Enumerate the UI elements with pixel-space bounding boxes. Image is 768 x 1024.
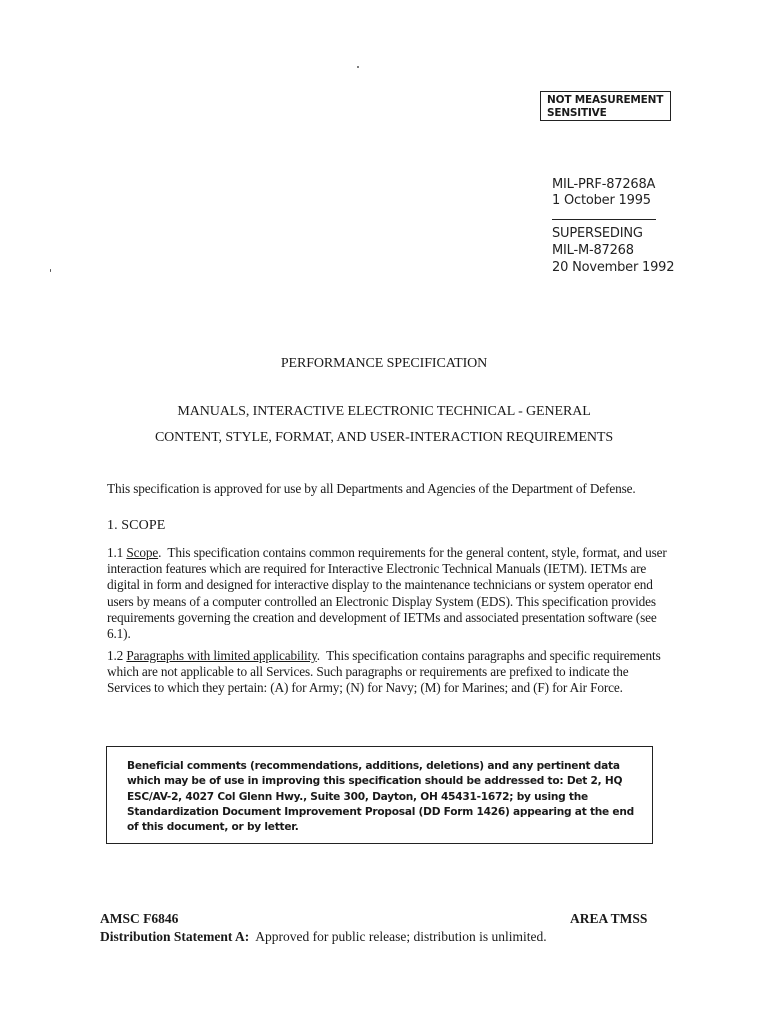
section-1-1-title: Scope bbox=[126, 545, 159, 560]
scan-speck bbox=[357, 66, 359, 68]
notice-line: ESC/AV-2, 4027 Col Glenn Hwy., Suite 300, Dayton, OH 45431-1672; by using the bbox=[127, 790, 588, 803]
document-date: 1 October 1995 bbox=[552, 193, 651, 208]
superseding-label: SUPERSEDING bbox=[552, 226, 643, 241]
measurement-box-line1: NOT MEASUREMENT bbox=[547, 94, 664, 106]
section-1-1-number: 1.1 bbox=[107, 545, 124, 560]
section-1-1: 1.1 Scope. This specification contains common requirements for the general content, style, format, and user interaction features which are required for Interactive Electronic Technical Manuals (IETM). IETMs are digital in form and designed for interactive display to the maintenance technicians or system operator end users by means of a computer controlled an Electronic Display System (EDS). This specification provides requirements governing the creation and development of IETMs and associated presentation software (see 6.1). bbox=[107, 545, 667, 642]
distribution-label: Distribution Statement A: bbox=[100, 929, 250, 944]
section-1-2-number: 1.2 bbox=[107, 648, 124, 663]
superseded-date: 20 November 1992 bbox=[552, 260, 675, 275]
title-line-2: CONTENT, STYLE, FORMAT, AND USER-INTERACTION REQUIREMENTS bbox=[154, 430, 614, 445]
measurement-sensitivity-box bbox=[540, 91, 671, 121]
notice-line: Beneficial comments (recommendations, additions, deletions) and any pertinent data bbox=[127, 760, 620, 772]
spec-type-heading: PERFORMANCE SPECIFICATION bbox=[280, 356, 488, 371]
notice-line: Standardization Document Improvement Proposal (DD Form 1426) appearing at the end bbox=[127, 805, 634, 818]
docid-divider bbox=[552, 219, 656, 220]
superseded-number: MIL-M-87268 bbox=[552, 243, 634, 258]
distribution-text: Approved for public release; distribution is unlimited. bbox=[255, 929, 547, 944]
section-1-2-text: This specification contains paragraphs and specific requirements which are not applicable to all Services. Such paragraphs or requirements are prefixed to indicate the Services to which they pertain: (A) for Army; (N) for Navy; (M) for Marines; and (F) for Air Force. bbox=[107, 648, 661, 696]
document-number: MIL-PRF-87268A bbox=[552, 177, 656, 192]
approval-statement: This specification is approved for use by all Departments and Agencies of the Department of Defense. bbox=[107, 481, 636, 496]
scan-speck bbox=[50, 269, 51, 272]
area-code: AREA TMSS bbox=[570, 911, 648, 926]
measurement-box-line2: SENSITIVE bbox=[547, 107, 607, 119]
amsc-number: AMSC F6846 bbox=[100, 911, 179, 926]
notice-line: which may be of use in improving this specification should be addressed to: Det 2, HQ bbox=[127, 775, 623, 788]
scope-heading: 1. SCOPE bbox=[107, 518, 166, 533]
comments-notice-box bbox=[106, 746, 653, 844]
notice-line: of this document, or by letter. bbox=[127, 821, 299, 834]
section-1-2-title: Paragraphs with limited applicability bbox=[126, 648, 317, 663]
section-1-2: 1.2 Paragraphs with limited applicability. This specification contains paragraphs and specific requirements which are not applicable to all Services. Such paragraphs or requirements are prefixed to indicate the Services to which they pertain: (A) for Army; (N) for Navy; (M) for Marines; and (F) for Air Force. bbox=[107, 648, 661, 696]
distribution-statement bbox=[100, 929, 547, 945]
title-line-1: MANUALS, INTERACTIVE ELECTRONIC TECHNICAL - GENERAL bbox=[177, 404, 591, 419]
comments-notice-text bbox=[127, 759, 637, 835]
section-1-1-text: This specification contains common requirements for the general content, style, format, and user interaction features which are required for Interactive Electronic Technical Manuals (IETM). IETMs are digital in form and designed for interactive display to the maintenance technicians or system operator end users by means of a computer controlled an Electronic Display System (EDS). This specification provides requirements governing the creation and development of IETMs and associated presentation software (see 6.1). bbox=[107, 545, 667, 642]
